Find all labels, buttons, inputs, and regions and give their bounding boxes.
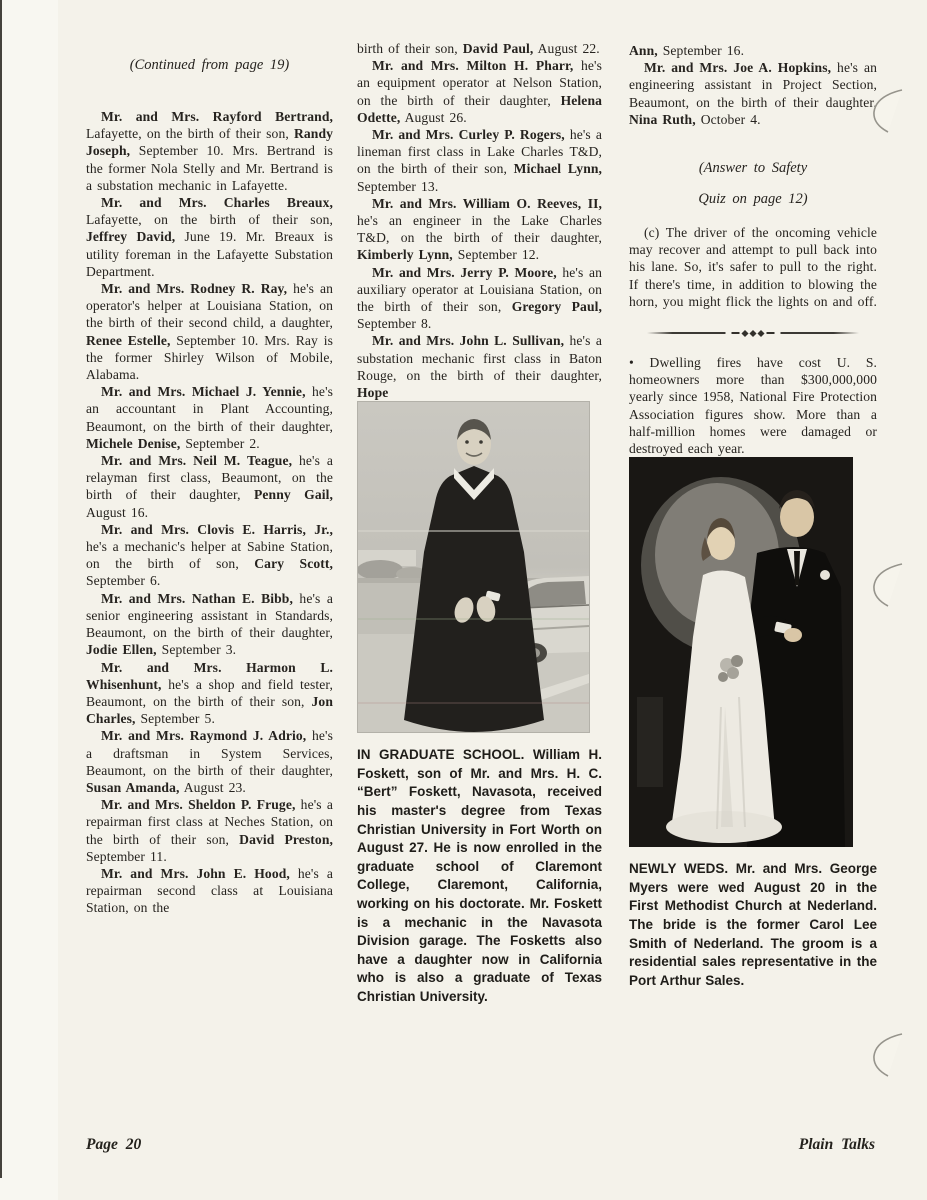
bold-text: Susan Amanda, xyxy=(86,779,180,795)
body-text: he's an operator's helper at Louisiana Station, on the birth of their second child, a daughter, xyxy=(86,281,334,331)
body-text: he's a mechanic's helper at Sabine Station, on the birth of son, xyxy=(86,539,333,572)
paragraph xyxy=(357,57,602,126)
page-curl-mark xyxy=(866,1030,904,1078)
paragraph xyxy=(357,40,602,57)
body-text: September 12. xyxy=(452,247,540,263)
body-text: he's an auxiliary operator at Louisiana Station, on the birth of their son, xyxy=(357,264,602,315)
bold-text: Mr. and Mrs. Clovis E. Harris, Jr., xyxy=(101,521,333,537)
graduate-photo-caption xyxy=(357,746,602,1006)
safety-quiz-answer-note xyxy=(629,153,877,215)
body-text: September 3. xyxy=(156,642,237,658)
divider-ornament xyxy=(637,327,869,339)
paragraph xyxy=(357,746,602,1006)
paragraph xyxy=(86,727,333,796)
bold-text: Michael Lynn, xyxy=(513,161,603,177)
paragraph xyxy=(357,195,602,264)
divider-diamonds-icon xyxy=(726,327,781,339)
body-text: August 23. xyxy=(179,779,246,795)
bold-text: Jon Charles, xyxy=(86,693,333,727)
body-text: June 19. Mr. Breaux is utility foreman in the Lafayette Substation Department. xyxy=(86,229,333,279)
bold-text: Jodie Ellen, xyxy=(86,642,157,658)
bold-text: Mr. and Mrs. William O. Reeves, II, xyxy=(372,195,602,211)
bold-text: Mr. and Mrs. Rodney R. Ray, xyxy=(101,281,288,297)
paragraph xyxy=(357,264,602,333)
body-text: September 2. xyxy=(180,435,260,451)
paragraph xyxy=(86,383,333,452)
body-text: • Dwelling fires have cost U. S. homeowners more than $300,000,000 yearly since 1958, National Fire Protection Association figures show. More than a half-million homes were damaged or destroyed each year. xyxy=(629,355,877,457)
page-curl-mark xyxy=(866,86,904,134)
bold-text: Cary Scott, xyxy=(254,556,333,572)
body-text: he's a relayman first class, Beaumont, on the birth of their daughter, xyxy=(86,453,333,503)
publication-name: Plain Talks xyxy=(798,1136,875,1153)
body-text: Lafayette, on the birth of their son, xyxy=(86,126,294,142)
bold-text: Mr. and Mrs. Michael J. Yennie, xyxy=(101,384,306,400)
bold-text: David Preston, xyxy=(239,831,333,847)
bold-text: Mr. and Mrs. Jerry P. Moore, xyxy=(372,264,557,280)
left-column xyxy=(86,56,333,917)
body-text: he's a senior engineering assistant in Standards, Beaumont, on the birth of their daughter, xyxy=(86,590,333,641)
paragraph xyxy=(86,452,333,521)
paragraph xyxy=(629,59,877,128)
body-text: August 26. xyxy=(400,109,467,125)
body-text: September 8. xyxy=(357,316,432,332)
body-text: he's an engineering assistant in Project Section, Beaumont, on the birth of their daughter, xyxy=(629,60,877,110)
paragraph xyxy=(86,194,333,280)
bold-text: Mr. and Mrs. Charles Breaux, xyxy=(101,195,333,211)
body-text: Lafayette, on the birth of their son, xyxy=(86,212,333,228)
paragraph xyxy=(357,332,602,401)
body-text: September 5. xyxy=(135,711,215,727)
body-text: October 4. xyxy=(695,111,761,127)
column-rule-right xyxy=(0,0,2,1178)
safety-quiz-answer-text xyxy=(629,224,877,310)
wedding-photo xyxy=(629,457,877,847)
bold-text: Mr. and Mrs. Rayford Bertrand, xyxy=(101,109,333,124)
bold-text: Gregory Paul, xyxy=(511,299,602,315)
body-text: September 6. xyxy=(86,573,161,589)
middle-column xyxy=(357,40,602,1007)
bold-text: Michele Denise, xyxy=(86,435,181,451)
bold-text: Mr. and Mrs. Neil M. Teague, xyxy=(101,453,293,469)
bold-text: Nina Ruth, xyxy=(629,111,696,127)
bold-text: Helena Odette, xyxy=(357,92,602,125)
body-text: he's a draftsman in System Services, Beaumont, on the birth of their daughter, xyxy=(86,728,333,778)
body-text: August 22. xyxy=(533,41,600,56)
continued-from-note: (Continued from page 19) xyxy=(129,57,290,73)
body-text: he's a lineman first class in Lake Charles T&D, on the birth of their son, xyxy=(357,127,602,177)
bold-text: Kimberly Lynn, xyxy=(357,247,453,263)
body-text: he's a repairman first class at Neches Station, on the birth of their son, xyxy=(86,797,333,847)
graduate-photo-illustration xyxy=(357,401,590,733)
page-left-margin xyxy=(0,0,58,1200)
bold-text: Mr. and Mrs. Sheldon P. Fruge, xyxy=(101,797,296,813)
bold-text: Mr. and Mrs. Joe A. Hopkins, xyxy=(644,60,832,76)
bold-text: Randy Joseph, xyxy=(86,126,333,159)
body-text: September 11. xyxy=(86,848,167,864)
bold-text: Renee Estelle, xyxy=(86,332,171,348)
birth-announcements-left xyxy=(86,108,333,917)
paragraph xyxy=(86,659,333,728)
paragraph xyxy=(86,521,333,590)
birth-announcements-right xyxy=(629,42,877,128)
bold-text: Penny Gail, xyxy=(254,487,333,503)
paragraph xyxy=(86,280,333,383)
body-text: he's an engineer in the Lake Charles T&D, on the birth of their daughter, xyxy=(357,213,602,246)
bold-text: David Paul, xyxy=(462,41,534,56)
bold-text: Mr. and Mrs. Raymond J. Adrio, xyxy=(101,728,307,744)
paragraph xyxy=(629,354,877,457)
body-text: September 16. xyxy=(657,43,745,58)
graduate-photo xyxy=(357,401,602,733)
body-text: September 10. Mrs. Bertrand is the former Nola Stelly and Mr. Bertrand is a substation mechanic in Lafayette. xyxy=(86,143,333,193)
bold-text: Jeffrey David, xyxy=(86,229,176,245)
paragraph xyxy=(86,796,333,865)
page-curl-mark xyxy=(866,560,904,608)
body-text: he's a shop and field tester, Beaumont, on the birth of their son, xyxy=(86,676,333,709)
bold-text: Ann, xyxy=(629,43,658,58)
bold-text: Mr. and Mrs. John E. Hood, xyxy=(101,865,290,881)
paragraph xyxy=(357,126,602,195)
bold-text: Mr. and Mrs. Milton H. Pharr, xyxy=(372,58,574,74)
right-column xyxy=(629,42,877,990)
body-text: birth of their son, xyxy=(357,41,463,56)
body-text: he's a repairman second class at Louisiana Station, on the xyxy=(86,865,333,916)
wedding-photo-illustration xyxy=(629,457,853,847)
paragraph xyxy=(86,865,333,917)
body-text: September 10. Mrs. Ray is the former Shirley Wilson of Mobile, Alabama. xyxy=(86,332,333,383)
dwelling-fires-note xyxy=(629,354,877,457)
body-text: he's an accountant in Plant Accounting, Beaumont, on the birth of their daughter, xyxy=(86,384,334,434)
body-text: NEWLY WEDS. Mr. and Mrs. George Myers were wed August 20 in the First Methodist Church at Nederland. The bride is the former Carol Lee Smith of Nederland. The groom is a residential sales representative in the Port Arthur Sales. xyxy=(629,861,877,988)
answer-note-line2: Quiz on page 12) xyxy=(698,191,808,208)
bold-text: Mr. and Mrs. Nathan E. Bibb, xyxy=(101,590,293,606)
body-text: he's an equipment operator at Nelson Station, on the birth of their daughter, xyxy=(357,58,602,108)
birth-announcements-middle xyxy=(357,40,602,401)
paragraph xyxy=(86,108,333,194)
bold-text: Mr. and Mrs. Harmon L. Whisenhunt, xyxy=(86,659,333,692)
body-text: August 16. xyxy=(86,504,149,520)
paragraph xyxy=(629,224,877,310)
body-text: he's a substation mechanic first class in Baton Rouge, on the birth of their daughter, xyxy=(357,333,602,383)
paragraph xyxy=(629,860,877,990)
body-text: IN GRADUATE SCHOOL. William H. Foskett, son of Mr. and Mrs. H. C. “Bert” Foskett, Navasota, received his master's degree from Texas Christian University in Fort Worth on August 27. He is now enrolled in the graduate school of Claremont College, Claremont, California, working on his doctorate. Mr. Foskett is a mechanic in the Navasota Division garage. The Fosketts also have a daughter now in California who is also a graduate of Texas Christian University. xyxy=(357,747,602,1004)
bold-text: Mr. and Mrs. Curley P. Rogers, xyxy=(372,127,565,143)
body-text: (c) The driver of the oncoming vehicle may recover and attempt to pull back into his lane. So, it's safer to pull to the right. If there's time, in addition to blowing the horn, you might flick the lights on and off. xyxy=(629,225,877,309)
paragraph xyxy=(629,42,877,59)
wedding-photo-caption xyxy=(629,860,877,990)
bold-text: Mr. and Mrs. John L. Sullivan, xyxy=(372,333,565,349)
page-number: Page 20 xyxy=(86,1136,142,1153)
answer-note-line1: (Answer to Safety xyxy=(698,160,808,177)
body-text: September 13. xyxy=(357,178,439,194)
bold-text: Hope xyxy=(357,385,389,401)
paragraph xyxy=(86,590,333,659)
